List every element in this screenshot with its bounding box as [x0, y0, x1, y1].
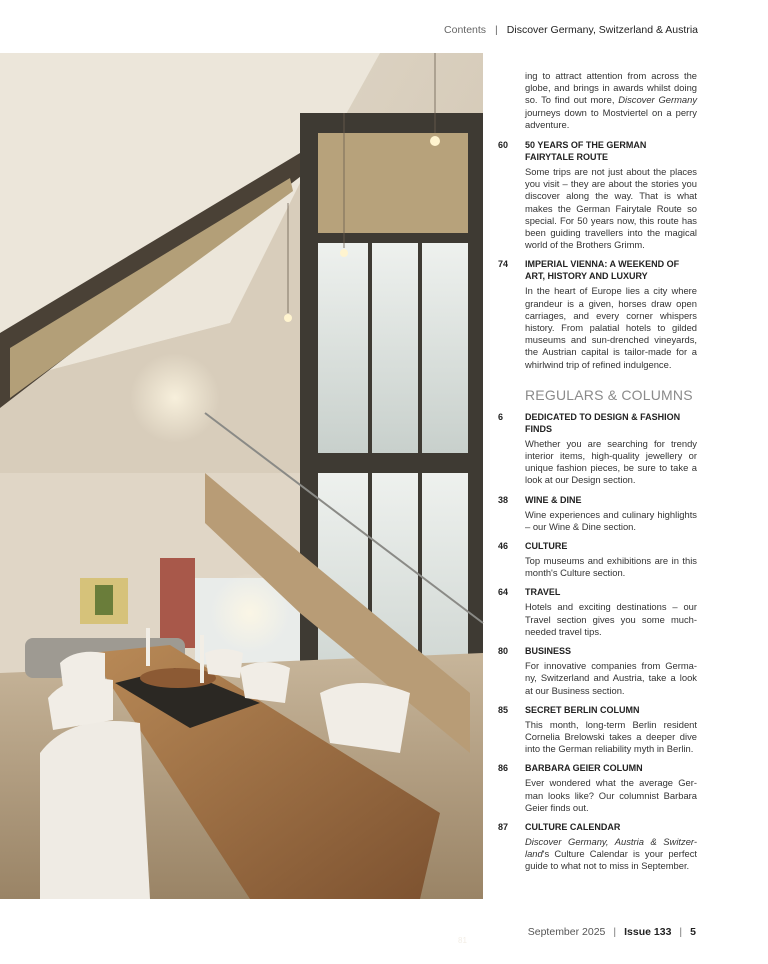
- entry-description: Top museums and exhibitions are in this month's Culture section.: [525, 555, 697, 579]
- entry-title: SECRET BERLIN COLUMN: [525, 704, 640, 715]
- entry-page-number: 85: [498, 704, 509, 715]
- calendar-italic: Discover Germany, Austria & Switzer-land: [525, 835, 697, 860]
- entry-page-number: 80: [498, 646, 509, 657]
- footer-page-number: 5: [690, 926, 696, 938]
- regular-entry[interactable]: [498, 645, 697, 697]
- entry-description: Hotels and exciting destinations – our Travel section gives you some much-needed travel tips.: [525, 601, 697, 637]
- entry-description: Some trips are not just about the places you visit – they are about the stories you discover along the way. That is what makes the German Fairytale Route so special. For 50 years now, this route has been guiding travellers into the magical world of the Brothers Grimm.: [525, 166, 697, 251]
- footer-issue: Issue 133: [624, 926, 672, 938]
- entry-description: Whether you are searching for trendy interior items, high-quality jewellery or unique fashion pieces, be sure to take a look at our Design section.: [525, 437, 697, 486]
- contents-column: [498, 70, 697, 880]
- intro-paragraph: [498, 70, 697, 131]
- entry-page-number: 64: [498, 587, 509, 598]
- footer-separator: |: [613, 926, 617, 938]
- regular-entry[interactable]: [498, 494, 697, 533]
- entry-title: DEDICATED TO DESIGN & FASHION FINDS: [525, 411, 681, 434]
- interior-photo: [0, 53, 483, 945]
- entry-title: BARBARA GEIER COLUMN: [525, 763, 643, 774]
- entry-description: Ever wondered what the average Ger-man looks like? Our columnist Barbara Geier finds out.: [525, 777, 697, 813]
- calendar-text: 's Culture Calendar is your perfect guide to what not to miss in September.: [525, 848, 697, 872]
- entry-page-number: 38: [498, 494, 509, 505]
- intro-text-end: journeys down to Mostviertel on a perry adventure.: [525, 106, 697, 130]
- entry-page-number: 6: [498, 411, 504, 422]
- entry-description: [525, 836, 697, 873]
- entry-title: CULTURE CALENDAR: [525, 821, 621, 832]
- intro-text: ing to attract attention from across the globe, and brings in awards whilst doing so. To find out more,: [525, 70, 697, 106]
- running-header: [444, 24, 698, 36]
- entry-page-number: 74: [498, 259, 509, 270]
- entry-page-number: 87: [498, 821, 509, 832]
- feature-entry[interactable]: [498, 139, 697, 251]
- entry-title: WINE & DINE: [525, 494, 582, 505]
- entry-title: 50 YEARS OF THE GERMAN FAIRYTALE ROUTE: [525, 140, 647, 163]
- entry-title: TRAVEL: [525, 587, 561, 598]
- footer-date: September 2025: [527, 926, 606, 938]
- entry-title: BUSINESS: [525, 646, 572, 657]
- regular-entry[interactable]: [498, 586, 697, 638]
- feature-entry[interactable]: [498, 258, 697, 370]
- calendar-entry[interactable]: [498, 821, 697, 873]
- entry-title: IMPERIAL VIENNA: A WEEKEND OF ART, HISTORY AND LUXURY: [525, 259, 680, 282]
- regular-entry[interactable]: [498, 762, 697, 814]
- regular-entry[interactable]: [498, 411, 697, 487]
- regular-entry[interactable]: [498, 704, 697, 756]
- regular-entry[interactable]: [498, 540, 697, 579]
- entry-page-number: 86: [498, 763, 509, 774]
- header-magazine-title: Discover Germany, Switzerland & Austria: [506, 24, 698, 36]
- intro-italic: Discover Germany: [618, 94, 698, 106]
- entry-description: For innovative companies from Germa-ny, Switzerland and Austria, take a look at our Business section.: [525, 660, 697, 696]
- entry-description: In the heart of Europe lies a city where grandeur is a given, horses draw open carriages, and every corner whispers history. From palatial hotels to gilded museums and sun-drenched vineyards, the Austrian capital is tailor-made for a whirlwind trip of refined indulgence.: [525, 285, 697, 370]
- entry-page-number: 46: [498, 541, 509, 552]
- header-separator: |: [495, 24, 498, 36]
- entry-page-number: 60: [498, 140, 509, 151]
- page-footer: [528, 926, 696, 938]
- regulars-heading: REGULARS & COLUMNS: [525, 386, 693, 403]
- photo-page-number: 81: [458, 936, 467, 945]
- entry-description: This month, long-term Berlin resident Cornelia Brelowski takes a deeper dive into the German reliability myth in Berlin.: [525, 718, 697, 755]
- header-section: Contents: [444, 24, 487, 36]
- interior-photo-illustration: [0, 53, 483, 899]
- entry-description: Wine experiences and culinary highlights – our Wine & Dine section.: [525, 508, 697, 532]
- entry-title: CULTURE: [525, 541, 568, 552]
- footer-separator: |: [679, 926, 683, 938]
